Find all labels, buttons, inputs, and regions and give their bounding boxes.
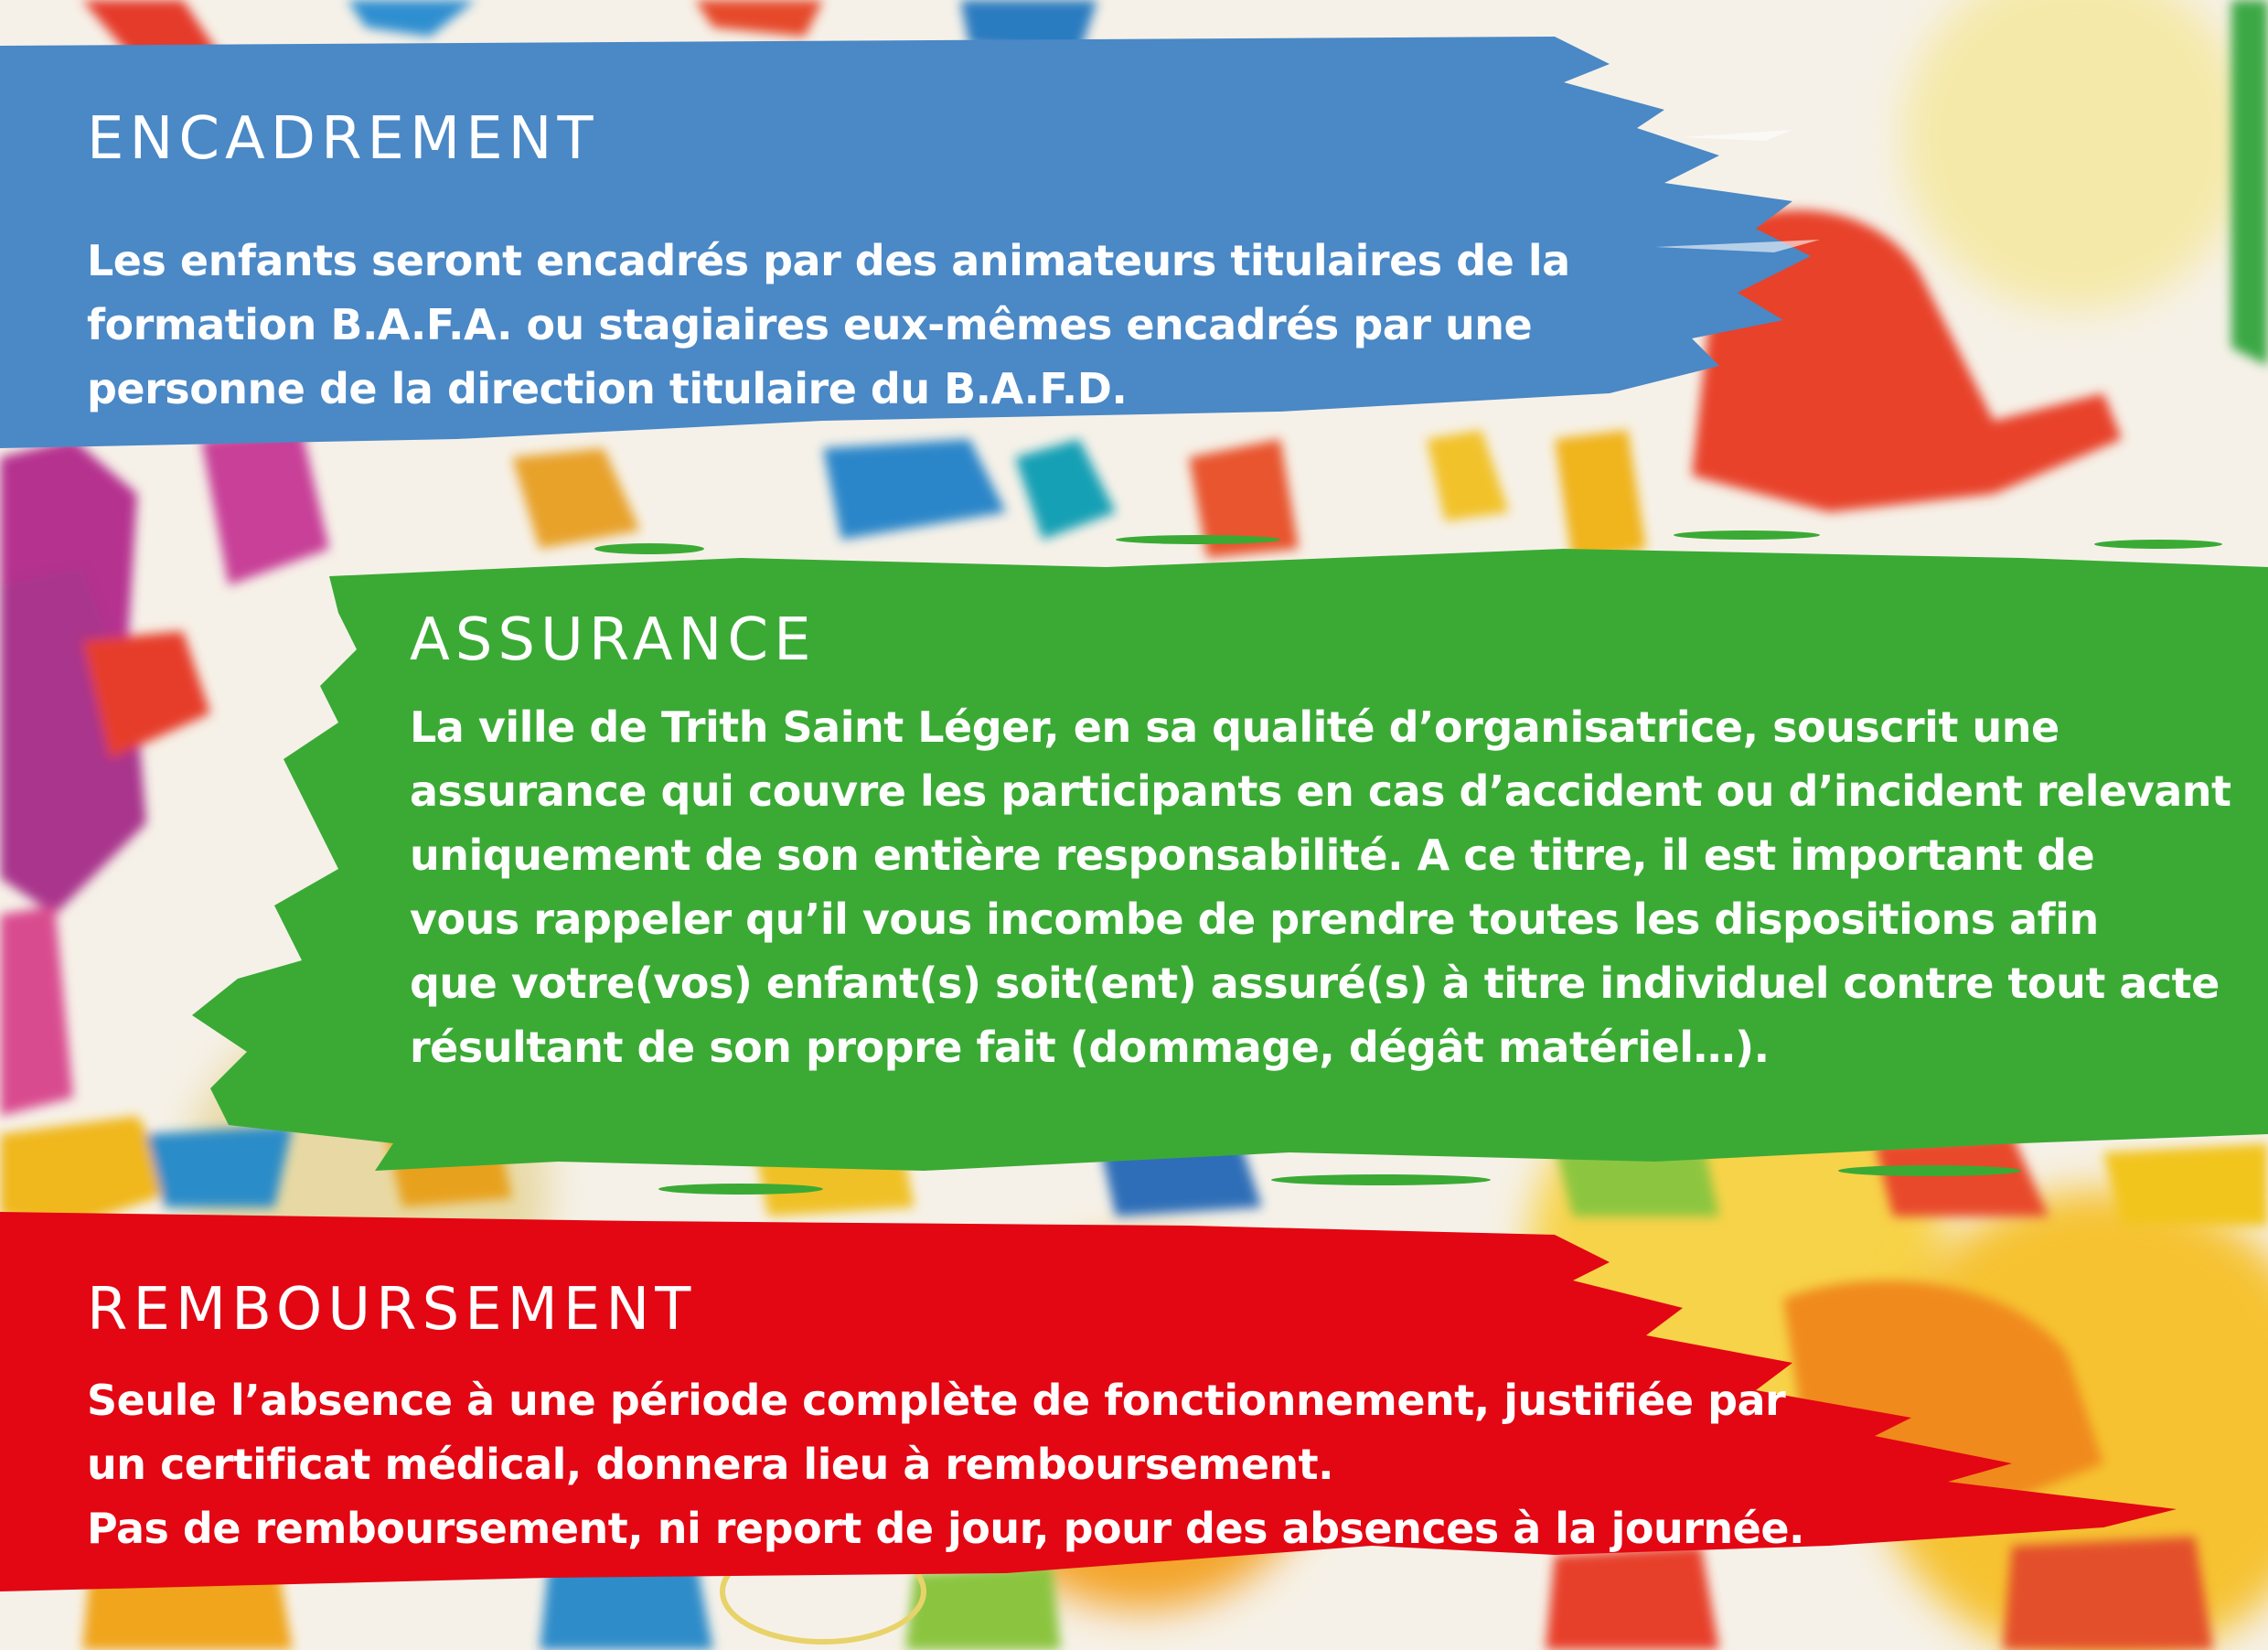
encadrement-title: ENCADREMENT	[87, 105, 599, 173]
encadrement-section	[0, 27, 1829, 457]
encadrement-text: Les enfants seront encadrés par des animateurs titulaires de la formation B.A.F.A. ou stagiaires eux-mêmes encadrés par une personne de la direction titulaire du B.A.F.D.	[87, 236, 1570, 413]
assurance-text: La ville de Trith Saint Léger, en sa qualité d’organisatrice, souscrit une assurance qui couvre les participants en cas d’accident ou d’incident relevant uniquement de son entière responsabilité. A ce titre, il est important de vous rappeler qu’il vous incombe de prendre toutes les dispositions afin que votre(vos) enfant(s) soit(ent) assuré(s) à titre individuel contre tout acte résultant de son propre fait (dommage, dégât matériel…).	[410, 702, 2231, 1072]
remboursement-text: Seule l’absence à une période complète de fonctionnement, justifiée par un certificat médical, donnera lieu à remboursement. Pas de remboursement, ni report de jour, pour des absences à la journée.	[87, 1376, 1805, 1553]
assurance-title: ASSURANCE	[410, 606, 817, 674]
remboursement-section	[0, 1207, 2213, 1610]
remboursement-title: REMBOURSEMENT	[87, 1276, 697, 1344]
assurance-section	[192, 540, 2268, 1189]
